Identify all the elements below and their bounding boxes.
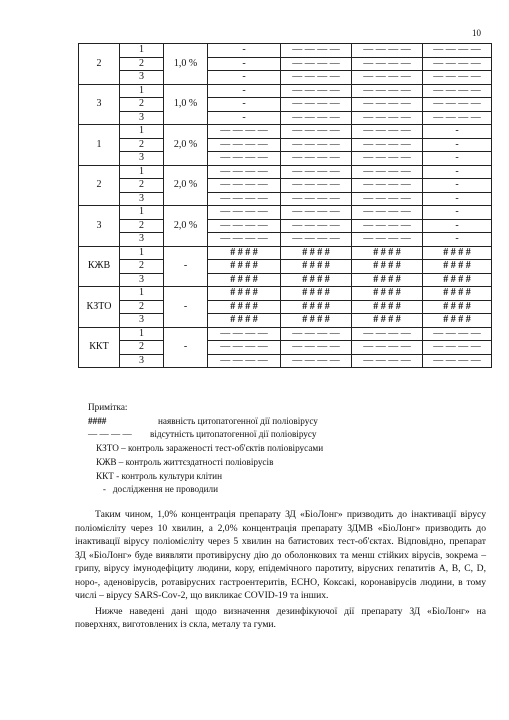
result-cell: # # # #: [352, 273, 423, 287]
table-row: [79, 84, 492, 98]
result-cell: # # # #: [352, 314, 423, 328]
result-cell: — — — —: [423, 57, 492, 71]
table-row: [79, 179, 492, 193]
table-row: [79, 314, 492, 328]
concentration-cell: 1,0 %: [164, 44, 208, 85]
concentration-cell: 2,0 %: [164, 206, 208, 247]
result-cell: — — — —: [423, 71, 492, 85]
note-item: [88, 415, 323, 429]
sample-cell: 1: [120, 206, 164, 220]
result-cell: # # # #: [281, 314, 352, 328]
result-cell: -: [423, 165, 492, 179]
result-cell: — — — —: [208, 233, 281, 247]
result-cell: -: [208, 57, 281, 71]
table-row: [79, 57, 492, 71]
concentration-cell: -: [164, 246, 208, 287]
result-cell: — — — —: [423, 111, 492, 125]
sample-cell: 3: [120, 111, 164, 125]
result-cell: — — — —: [281, 206, 352, 220]
table-row: [79, 192, 492, 206]
result-cell: — — — —: [281, 138, 352, 152]
result-cell: — — — —: [208, 125, 281, 139]
sample-cell: 3: [120, 273, 164, 287]
note-item: [96, 483, 323, 497]
sample-cell: 2: [120, 219, 164, 233]
result-cell: # # # #: [281, 273, 352, 287]
paragraph: Нижче наведені дані щодо визначення дезинфікуючої дії препарату ЗД «БіоЛонг» на поверхнях, виготовлених із скла, металу та гуми.: [75, 605, 486, 630]
note-symbol: — — — —: [88, 429, 132, 440]
result-cell: — — — —: [352, 233, 423, 247]
group-cell: 3: [79, 84, 120, 125]
result-cell: — — — —: [208, 138, 281, 152]
table-row: [79, 98, 492, 112]
result-cell: — — — —: [208, 341, 281, 355]
table-row: [79, 246, 492, 260]
table-row: [79, 206, 492, 220]
table-row: [79, 71, 492, 85]
result-cell: # # # #: [352, 246, 423, 260]
sample-cell: 2: [120, 57, 164, 71]
result-cell: — — — —: [352, 71, 423, 85]
table-row: [79, 273, 492, 287]
result-cell: — — — —: [208, 219, 281, 233]
result-cell: — — — —: [208, 192, 281, 206]
group-cell: КЖВ: [79, 246, 120, 287]
result-cell: # # # #: [208, 300, 281, 314]
result-cell: -: [208, 44, 281, 58]
group-cell: 2: [79, 44, 120, 85]
result-cell: — — — —: [281, 354, 352, 368]
result-cell: # # # #: [423, 314, 492, 328]
sample-cell: 3: [120, 71, 164, 85]
result-cell: — — — —: [281, 98, 352, 112]
sample-cell: 1: [120, 44, 164, 58]
group-cell: ККТ: [79, 327, 120, 368]
result-cell: — — — —: [208, 327, 281, 341]
sample-cell: 3: [120, 314, 164, 328]
result-cell: — — — —: [281, 125, 352, 139]
result-cell: — — — —: [281, 179, 352, 193]
table-row: [79, 341, 492, 355]
result-cell: -: [423, 219, 492, 233]
note-text: КЗТО – контроль зараженості тест-об'єктів поліовірусами: [96, 443, 324, 454]
sample-cell: 1: [120, 125, 164, 139]
sample-cell: 3: [120, 152, 164, 166]
result-cell: # # # #: [208, 246, 281, 260]
result-cell: — — — —: [352, 111, 423, 125]
result-cell: — — — —: [352, 341, 423, 355]
result-cell: — — — —: [281, 152, 352, 166]
result-cell: — — — —: [208, 354, 281, 368]
result-cell: # # # #: [281, 287, 352, 301]
result-cell: # # # #: [208, 260, 281, 274]
table-row: [79, 287, 492, 301]
sample-cell: 1: [120, 165, 164, 179]
note-item: [88, 428, 323, 442]
concentration-cell: 2,0 %: [164, 125, 208, 166]
group-cell: КЗТО: [79, 287, 120, 328]
result-cell: — — — —: [352, 138, 423, 152]
result-cell: # # # #: [352, 260, 423, 274]
sample-cell: 2: [120, 98, 164, 112]
sample-cell: 3: [120, 233, 164, 247]
result-cell: -: [423, 206, 492, 220]
result-cell: # # # #: [352, 300, 423, 314]
result-cell: — — — —: [281, 192, 352, 206]
result-cell: — — — —: [208, 206, 281, 220]
table-row: [79, 138, 492, 152]
sample-cell: 2: [120, 300, 164, 314]
result-cell: — — — —: [281, 71, 352, 85]
paragraph: Таким чином, 1,0% концентрація препарату ЗД «БіоЛонг» призводить до інактивації вірусу поліомієліту через 10 хвилин, а 2,0% концентрація препарату ЗДМВ «БіоЛонг» призводить до інактивації вірусу поліомієліту через 5 хвилин на батистових тест-об'єктах. Відповідно, препарат ЗД «БіоЛонг» буде виявляти противірусну дію до оболонкових та менш стійких вірусів, зокрема – грипу, вірусу імунодефіциту людини, кору, епідемічного паротиту, вірусних гепатитів А, В, С, D, норо-, аденовірусів, ротавірусних гастроентеритів, ЕСНО, Коксакі, коронавірусів людини, в тому числі – вірусу SARS-Cov-2, що викликає COVID-19 та інших.: [75, 509, 486, 601]
concentration-cell: 2,0 %: [164, 165, 208, 206]
result-cell: — — — —: [281, 341, 352, 355]
result-cell: -: [208, 111, 281, 125]
result-cell: — — — —: [208, 179, 281, 193]
table-row: [79, 111, 492, 125]
result-cell: — — — —: [423, 341, 492, 355]
result-cell: — — — —: [352, 179, 423, 193]
result-cell: — — — —: [352, 219, 423, 233]
note-text: ККТ - контроль культури клітин: [96, 470, 222, 481]
sample-cell: 3: [120, 354, 164, 368]
table-body: [79, 44, 492, 368]
result-cell: — — — —: [352, 57, 423, 71]
note-item: [96, 456, 323, 470]
note-text: КЖВ – контроль життєздатності поліовірусів: [96, 456, 274, 467]
result-cell: # # # #: [423, 287, 492, 301]
result-cell: # # # #: [352, 287, 423, 301]
result-cell: — — — —: [423, 354, 492, 368]
sample-cell: 2: [120, 138, 164, 152]
result-cell: — — — —: [281, 44, 352, 58]
body-text: [75, 508, 486, 632]
result-cell: — — — —: [423, 44, 492, 58]
result-cell: -: [423, 179, 492, 193]
result-cell: — — — —: [208, 165, 281, 179]
result-cell: # # # #: [423, 260, 492, 274]
result-cell: -: [423, 125, 492, 139]
note-text: - дослідження не проводили: [96, 484, 218, 495]
result-cell: — — — —: [352, 44, 423, 58]
result-cell: -: [423, 233, 492, 247]
table-row: [79, 327, 492, 341]
sample-cell: 1: [120, 246, 164, 260]
result-cell: -: [208, 98, 281, 112]
result-cell: # # # #: [208, 314, 281, 328]
result-cell: — — — —: [281, 327, 352, 341]
table-row: [79, 219, 492, 233]
result-cell: — — — —: [208, 152, 281, 166]
table-row: [79, 233, 492, 247]
group-cell: 1: [79, 125, 120, 166]
result-cell: — — — —: [423, 327, 492, 341]
table-row: [79, 165, 492, 179]
sample-cell: 2: [120, 260, 164, 274]
sample-cell: 1: [120, 327, 164, 341]
result-cell: — — — —: [352, 327, 423, 341]
table-row: [79, 44, 492, 58]
concentration-cell: 1,0 %: [164, 84, 208, 125]
result-cell: — — — —: [352, 165, 423, 179]
result-cell: -: [208, 84, 281, 98]
result-cell: # # # #: [423, 273, 492, 287]
group-cell: 3: [79, 206, 120, 247]
result-cell: # # # #: [423, 246, 492, 260]
sample-cell: 2: [120, 341, 164, 355]
result-cell: — — — —: [281, 219, 352, 233]
result-cell: # # # #: [208, 287, 281, 301]
result-cell: — — — —: [281, 111, 352, 125]
result-cell: -: [423, 138, 492, 152]
sample-cell: 1: [120, 84, 164, 98]
sample-cell: 3: [120, 192, 164, 206]
note-item: [96, 442, 323, 456]
notes-section: [88, 401, 323, 497]
result-cell: # # # #: [208, 273, 281, 287]
page-number: 10: [472, 28, 481, 38]
result-cell: # # # #: [281, 246, 352, 260]
result-cell: — — — —: [281, 165, 352, 179]
result-cell: — — — —: [281, 233, 352, 247]
sample-cell: 2: [120, 179, 164, 193]
note-symbol: ####: [88, 415, 107, 426]
note-text: відсутність цитопатогенної дії поліовірусу: [150, 429, 317, 440]
sample-cell: 1: [120, 287, 164, 301]
result-cell: # # # #: [281, 260, 352, 274]
result-cell: — — — —: [352, 84, 423, 98]
table-row: [79, 354, 492, 368]
result-cell: # # # #: [281, 300, 352, 314]
result-cell: — — — —: [352, 152, 423, 166]
results-table: [78, 43, 492, 368]
table-row: [79, 300, 492, 314]
table-row: [79, 125, 492, 139]
result-cell: -: [423, 192, 492, 206]
result-cell: — — — —: [352, 354, 423, 368]
result-cell: — — — —: [352, 192, 423, 206]
concentration-cell: -: [164, 287, 208, 328]
result-cell: # # # #: [423, 300, 492, 314]
concentration-cell: -: [164, 327, 208, 368]
group-cell: 2: [79, 165, 120, 206]
result-cell: — — — —: [281, 57, 352, 71]
result-cell: — — — —: [352, 125, 423, 139]
notes-title: Примітка:: [88, 402, 128, 412]
result-cell: — — — —: [423, 98, 492, 112]
result-cell: — — — —: [352, 98, 423, 112]
result-cell: — — — —: [423, 84, 492, 98]
result-cell: — — — —: [281, 84, 352, 98]
note-item: [96, 470, 323, 484]
table-row: [79, 152, 492, 166]
note-text: наявність цитопатогенної дії поліовірусу: [158, 415, 318, 426]
result-cell: — — — —: [352, 206, 423, 220]
result-cell: -: [423, 152, 492, 166]
table-row: [79, 260, 492, 274]
result-cell: -: [208, 71, 281, 85]
